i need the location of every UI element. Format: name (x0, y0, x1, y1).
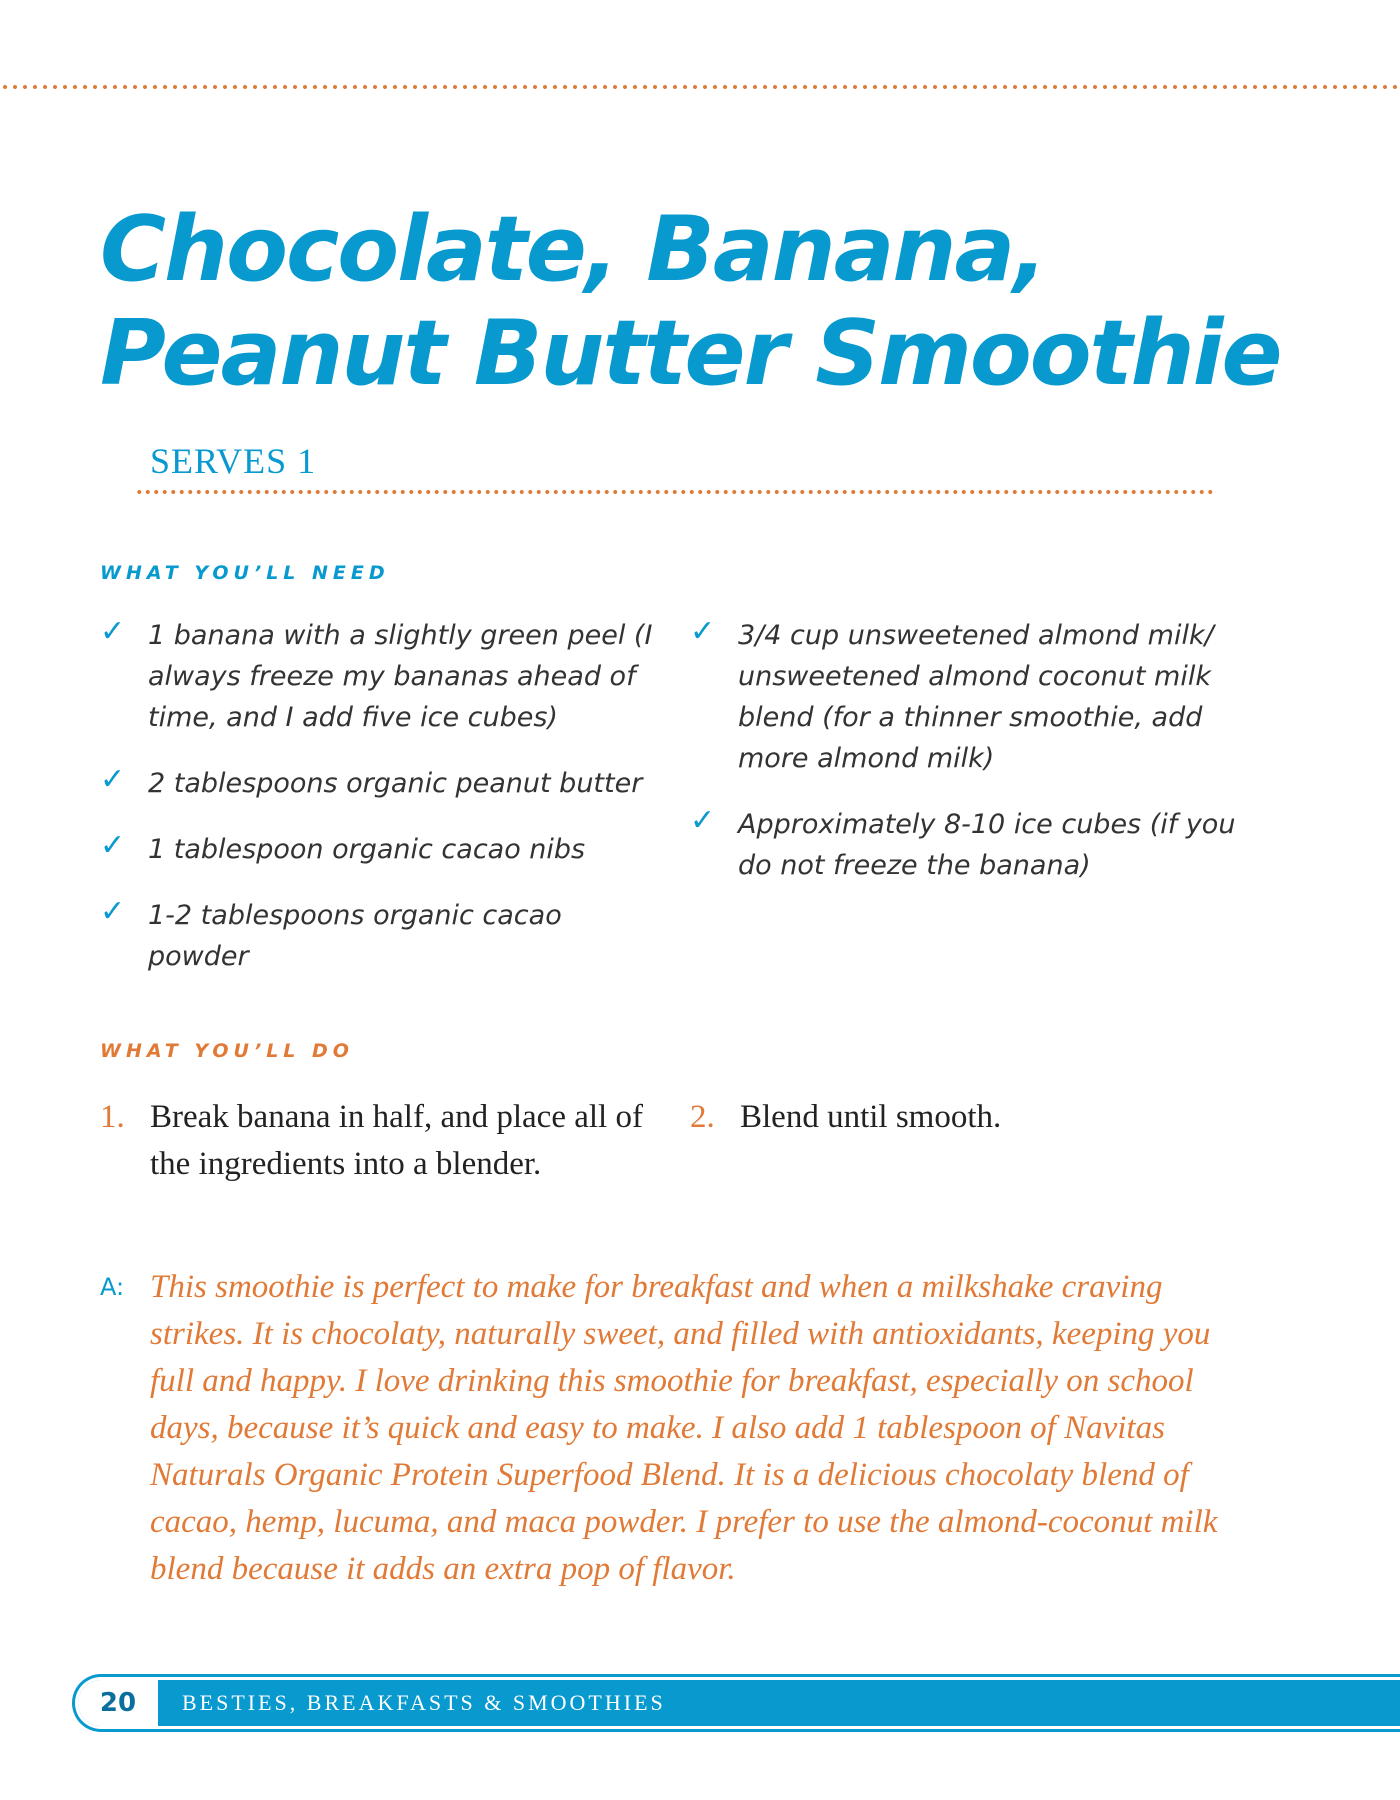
page-number: 20 (78, 1680, 158, 1726)
ingredients-left-column (100, 615, 660, 1002)
step-number: 1. (100, 1099, 125, 1135)
ingredient-item (690, 804, 1250, 886)
check-icon: ✓ (100, 894, 126, 929)
recipe-title-line-1: Chocolate, Banana, (100, 197, 1046, 302)
step-text: Blend until smooth. (740, 1099, 1002, 1135)
ingredient-text: 3/4 cup unsweetened almond milk/ unsweetened almond coconut milk blend (for a thinner smoothie, add more almond milk) (738, 620, 1214, 774)
ingredient-text: 2 tablespoons organic peanut butter (148, 768, 643, 799)
note-text: This smoothie is perfect to make for breakfast and when a milkshake craving strikes. It is chocolaty, naturally sweet, and filled with antioxidants, keeping you full and happy. I love drinking this smoothie for breakfast, especially on school days, because it’s quick and easy to make. I also add 1 tablespoon of Navitas Naturals Organic Protein Superfood Blend. It is a delicious chocolaty blend of cacao, hemp, lucuma, and maca powder. I prefer to use the almond-coconut milk blend because it adds an extra pop of flavor. (150, 1269, 1218, 1587)
ingredient-item (100, 615, 660, 738)
ingredient-item (100, 763, 660, 804)
direction-step (100, 1094, 660, 1188)
check-icon: ✓ (100, 762, 126, 797)
section-title: BESTIES, BREAKFASTS & SMOOTHIES (182, 1690, 666, 1715)
ingredient-text: 1 tablespoon organic cacao nibs (148, 834, 586, 865)
ingredient-text: 1 banana with a slightly green peel (I always freeze my bananas ahead of time, and I add five ice cubes) (148, 620, 653, 733)
ingredients-heading: WHAT YOU’LL NEED (100, 562, 390, 584)
check-icon: ✓ (100, 828, 126, 863)
check-icon: ✓ (690, 614, 716, 649)
check-icon: ✓ (690, 803, 716, 838)
serves-label: SERVES 1 (150, 441, 317, 481)
top-dotted-rule (0, 84, 1400, 90)
ingredient-text: 1-2 tablespoons organic cacao powder (148, 900, 562, 972)
direction-step (690, 1094, 1250, 1141)
step-number: 2. (690, 1099, 715, 1135)
author-note (100, 1264, 1260, 1593)
recipe-title (100, 198, 1340, 406)
ingredients-right-column (690, 615, 1250, 911)
footer-bar (78, 1680, 1400, 1726)
step-text: Break banana in half, and place all of the ingredients into a blender. (150, 1099, 643, 1182)
directions-heading: WHAT YOU’LL DO (100, 1040, 354, 1062)
recipe-title-line-2: Peanut Butter Smoothie (100, 301, 1281, 406)
check-icon: ✓ (100, 614, 126, 649)
ingredient-text: Approximately 8-10 ice cubes (if you do not freeze the banana) (738, 809, 1236, 881)
ingredient-item (690, 615, 1250, 779)
note-label: A: (100, 1273, 125, 1301)
serves-dotted-rule (135, 489, 1215, 495)
ingredient-item (100, 829, 660, 870)
ingredient-item (100, 895, 660, 977)
